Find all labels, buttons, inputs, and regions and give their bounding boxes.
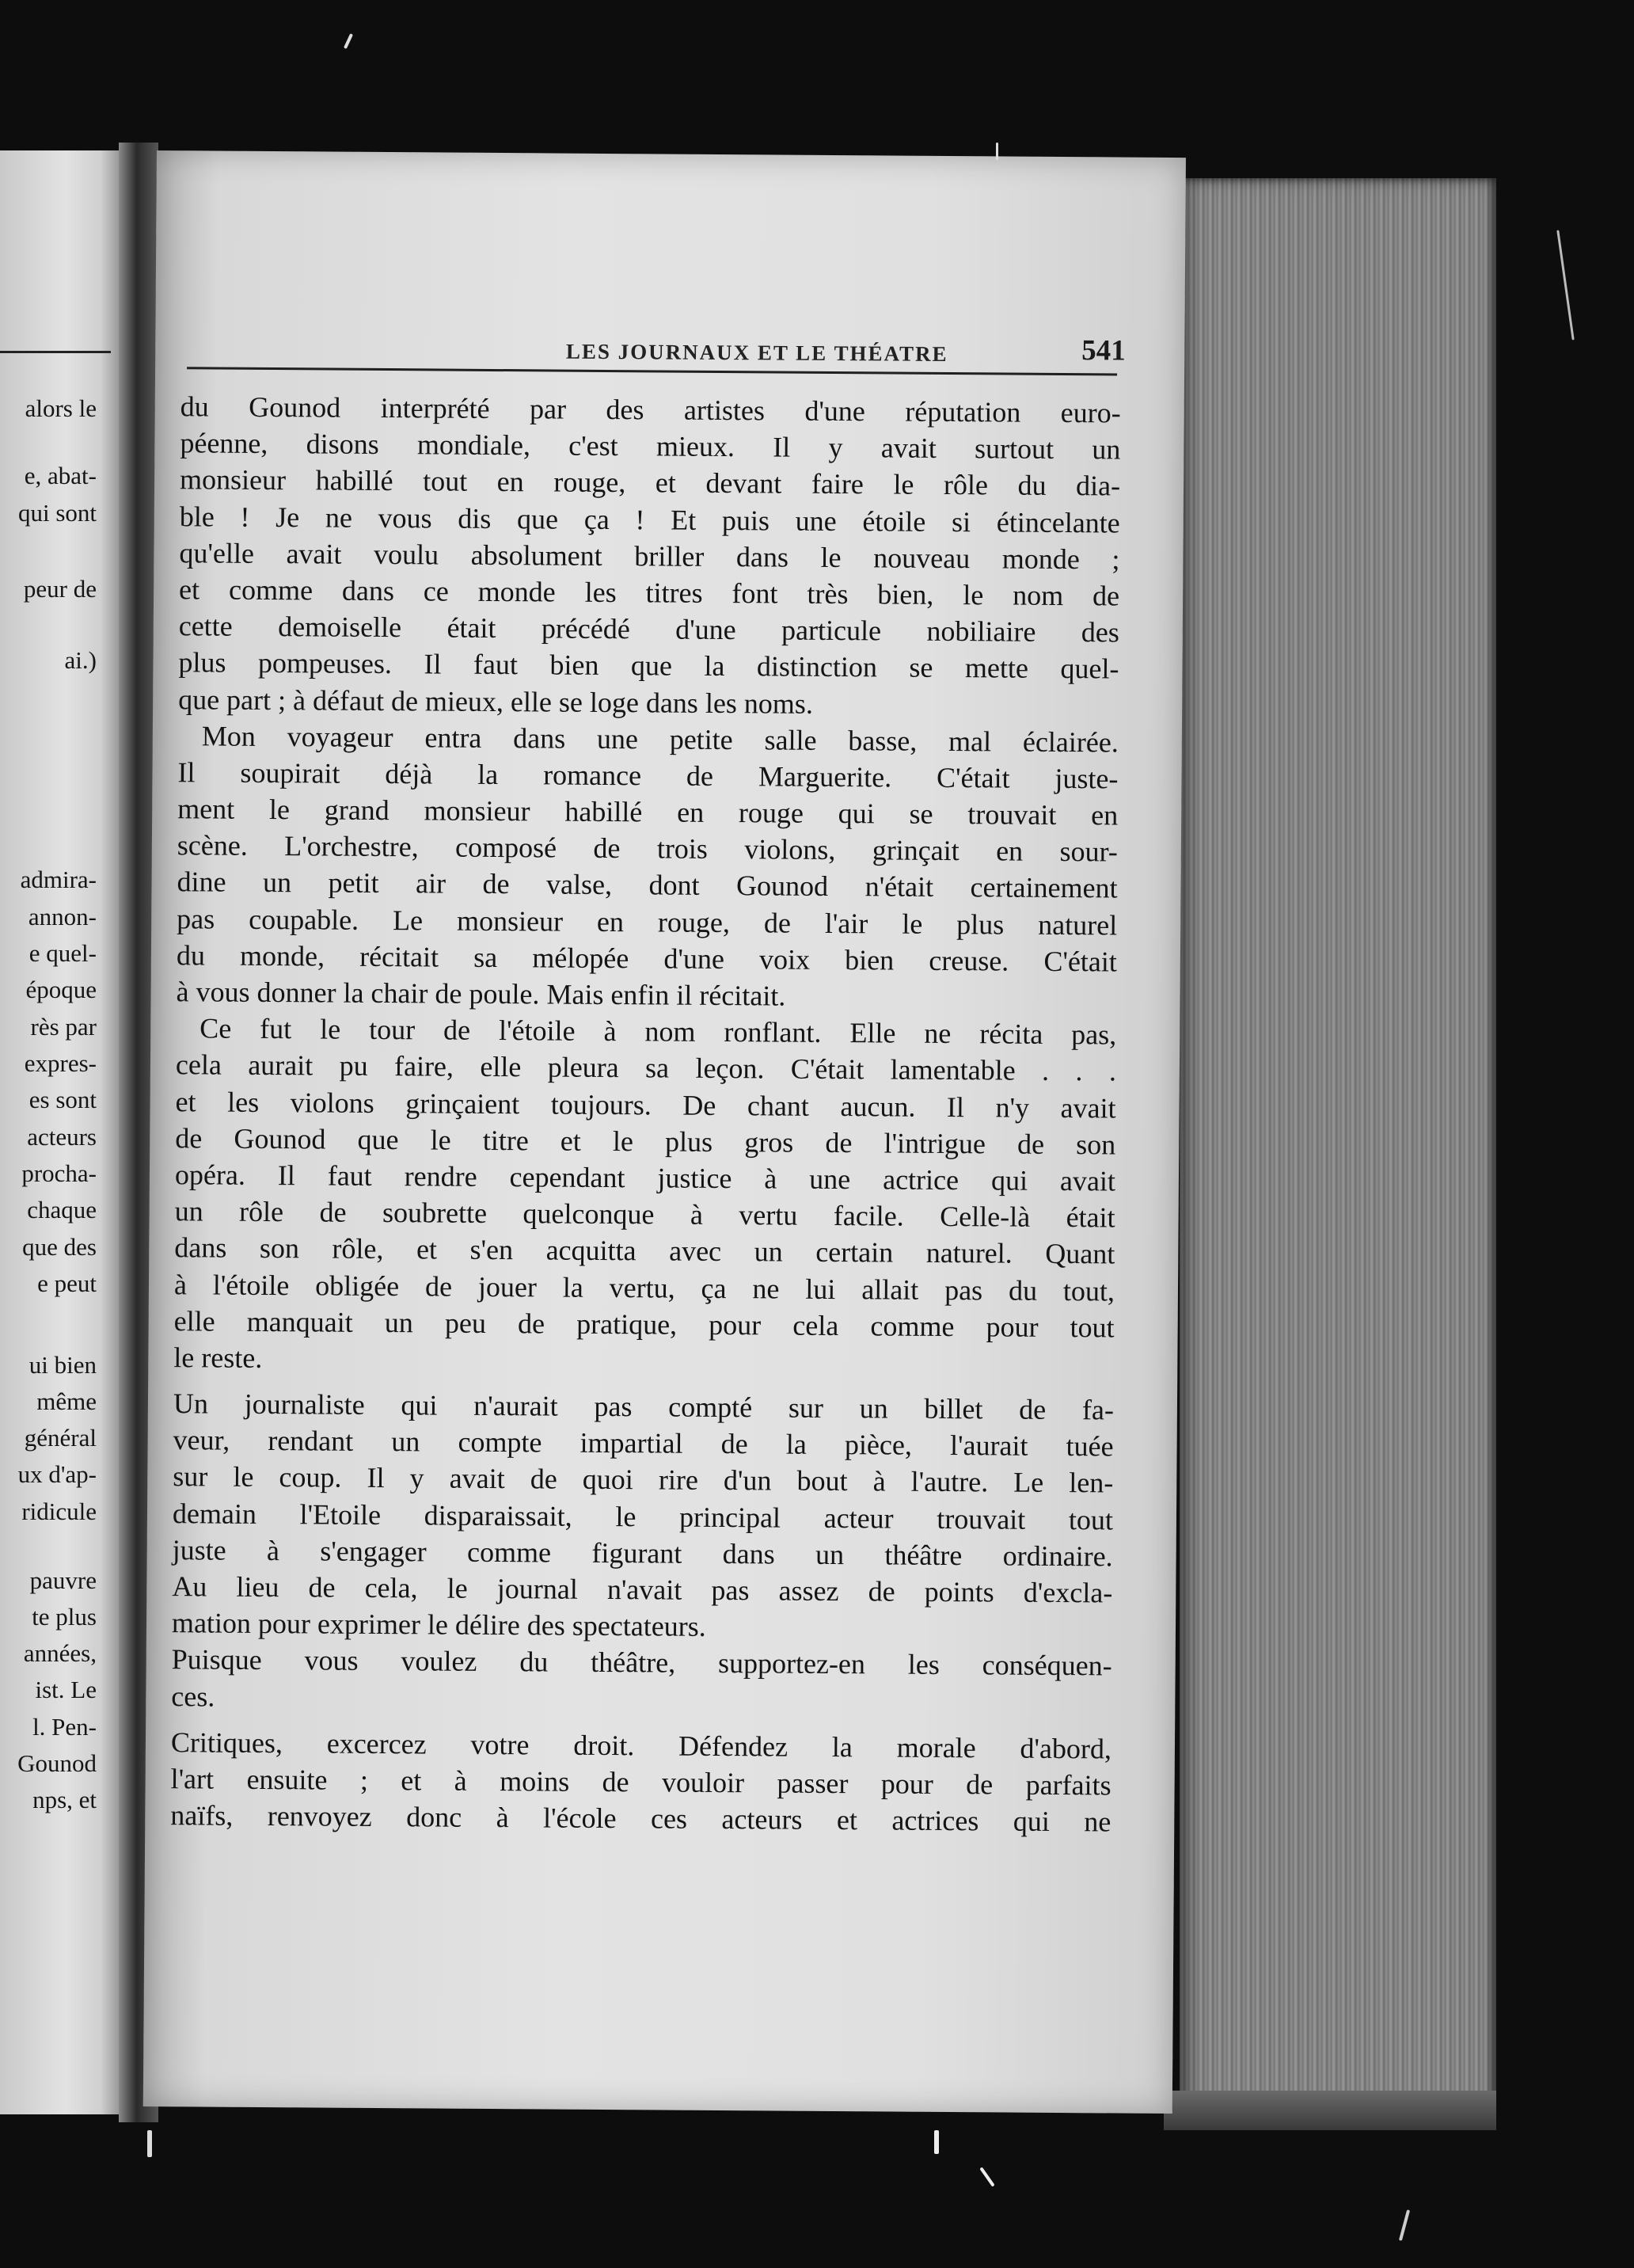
text-line: elle manquait un peu de pratique, pour cela comme pour tout <box>173 1304 1115 1344</box>
left-page-line: ux d'ap- <box>17 1460 97 1488</box>
text-line: Un journaliste qui n'aurait pas compté sur un billet de fa- <box>173 1387 1115 1426</box>
text-line: plus pompeuses. Il faut bien que la distinction se mette quel- <box>178 646 1119 685</box>
text-line: opéra. Il faut rendre cependant justice à une actrice qui avait <box>174 1159 1116 1197</box>
left-page-line: alors le <box>25 394 97 422</box>
left-page-line: ridicule <box>21 1497 97 1525</box>
left-page-line: annon- <box>28 903 97 930</box>
text-line: du monde, récitait sa mélopée d'une voix bien creuse. C'était <box>176 939 1118 978</box>
running-head: LES JOURNAUX ET LE THÉATRE <box>565 339 948 366</box>
left-page-line: que des <box>22 1233 97 1261</box>
left-page-line: ui bien <box>28 1351 97 1379</box>
text-line: ment le grand monsieur habillé en rouge qui se trouvait en <box>177 793 1119 831</box>
text-line: ces. <box>171 1680 215 1713</box>
text-line: ble ! Je ne vous dis que ça ! Et puis une étoile si étincelante <box>179 500 1120 539</box>
left-page-line: acteurs <box>27 1123 97 1151</box>
left-page-line: procha- <box>21 1159 97 1187</box>
text-line: Puisque vous voulez du théâtre, supportez-en les conséquen- <box>171 1643 1112 1682</box>
text-line: de Gounod que le titre et le plus gros de l'intrigue de son <box>175 1121 1116 1161</box>
left-page-line: ai.) <box>64 646 97 674</box>
left-page-line: pauvre <box>29 1566 97 1594</box>
text-line: et les violons grinçaient toujours. De chant aucun. Il n'y avait <box>175 1085 1116 1124</box>
text-line: le reste. <box>173 1341 263 1374</box>
text-line: Ce fut le tour de l'étoile à nom ronflant. Elle ne récita pas, <box>200 1012 1117 1051</box>
head-rule <box>187 367 1117 375</box>
left-page-line: rès par <box>30 1013 97 1041</box>
scratch-mark <box>344 33 353 49</box>
left-page-line: qui sont <box>17 499 97 527</box>
text-line: cette demoiselle était précédé d'une particule nobiliaire des <box>178 610 1119 649</box>
text-line: naïfs, renvoyez donc à l'école ces acteurs et actrices qui ne <box>170 1799 1112 1838</box>
text-line: pas coupable. Le monsieur en rouge, de l'air le plus naturel <box>177 902 1118 942</box>
text-line: à vous donner la chair de poule. Mais enfin il récitait. <box>176 976 786 1012</box>
left-page-line: l. Pen- <box>32 1713 97 1741</box>
text-line: un rôle de soubrette quelconque à vertu facile. Celle-là était <box>174 1195 1115 1234</box>
text-line: que part ; à défaut de mieux, elle se loge dans les noms. <box>178 683 814 720</box>
left-page-line: e peut <box>37 1269 97 1297</box>
scratch-mark <box>979 2167 994 2186</box>
left-page-line: admira- <box>20 866 97 893</box>
left-page-head-rule <box>0 351 111 353</box>
scratch-mark <box>934 2130 939 2154</box>
left-page-line: époque <box>25 976 97 1003</box>
scratch-mark <box>1556 230 1574 340</box>
text-line: l'art ensuite ; et à moins de vouloir passer pour de parfaits <box>170 1763 1112 1802</box>
left-page-line: peur de <box>23 575 97 603</box>
left-page-line: chaque <box>27 1196 97 1223</box>
text-line: à l'étoile obligée de jouer la vertu, ça ne lui allait pas du tout, <box>173 1268 1115 1307</box>
text-line: cela aurait pu faire, elle pleura sa leçon. C'était lamentable . . . <box>175 1048 1117 1087</box>
text-line: Il soupirait déjà la romance de Marguerite. C'était juste- <box>177 756 1119 795</box>
left-page-line: nps, et <box>32 1786 97 1813</box>
main-page <box>143 150 1186 2114</box>
left-page-line: même <box>36 1387 97 1415</box>
left-page-line: e, abat- <box>24 462 97 489</box>
text-line: demain l'Etoile disparaissait, le principal acteur trouvait tout <box>172 1497 1114 1536</box>
scratch-mark <box>1399 2209 1410 2241</box>
left-page-line: es sont <box>28 1086 97 1113</box>
page-number: 541 <box>1081 334 1126 367</box>
left-page-line: te plus <box>32 1603 97 1631</box>
book-page-edges <box>1180 178 1496 2126</box>
scratch-mark <box>996 143 998 160</box>
text-line: du Gounod interprété par des artistes d'une réputation euro- <box>180 390 1121 429</box>
text-line: mation pour exprimer le délire des spectateurs. <box>171 1607 706 1643</box>
text-line: veur, rendant un compte impartial de la pièce, l'aurait tuée <box>173 1424 1114 1463</box>
book-bottom-edge <box>1164 2091 1496 2130</box>
left-page-line: ist. Le <box>35 1676 97 1703</box>
text-line: qu'elle avait voulu absolument briller dans le nouveau monde ; <box>179 536 1120 576</box>
text-line: dans son rôle, et s'en acquitta avec un certain naturel. Quant <box>174 1231 1115 1270</box>
body-text <box>170 388 1121 1840</box>
text-line: et comme dans ce monde les titres font très bien, le nom de <box>178 573 1120 612</box>
text-line: sur le coup. Il y avait de quoi rire d'un bout à l'autre. Le len- <box>173 1460 1114 1499</box>
left-page-line: e quel- <box>28 939 97 967</box>
left-page-line: expres- <box>24 1049 97 1077</box>
text-line: juste à s'engager comme figurant dans un théâtre ordinaire. <box>172 1533 1113 1573</box>
text-line: scène. L'orchestre, composé de trois violons, grinçait en sour- <box>177 829 1118 868</box>
left-facing-page <box>0 150 119 2114</box>
text-line: Critiques, excercez votre droit. Défendez la morale d'abord, <box>170 1726 1112 1765</box>
left-page-line: général <box>24 1424 97 1452</box>
scratch-mark <box>147 2130 152 2157</box>
text-line: dine un petit air de valse, dont Gounod n'était certainement <box>177 866 1118 904</box>
left-page-line: années, <box>23 1639 97 1667</box>
text-line: Mon voyageur entra dans une petite salle basse, mal éclairée. <box>201 720 1119 759</box>
text-line: péenne, disons mondiale, c'est mieux. Il y avait surtout un <box>180 427 1121 466</box>
text-line: Au lieu de cela, le journal n'avait pas assez de points d'excla- <box>172 1570 1113 1609</box>
left-page-line: Gounod <box>17 1749 97 1777</box>
text-line: monsieur habillé tout en rouge, et devant faire le rôle du dia- <box>179 463 1121 502</box>
